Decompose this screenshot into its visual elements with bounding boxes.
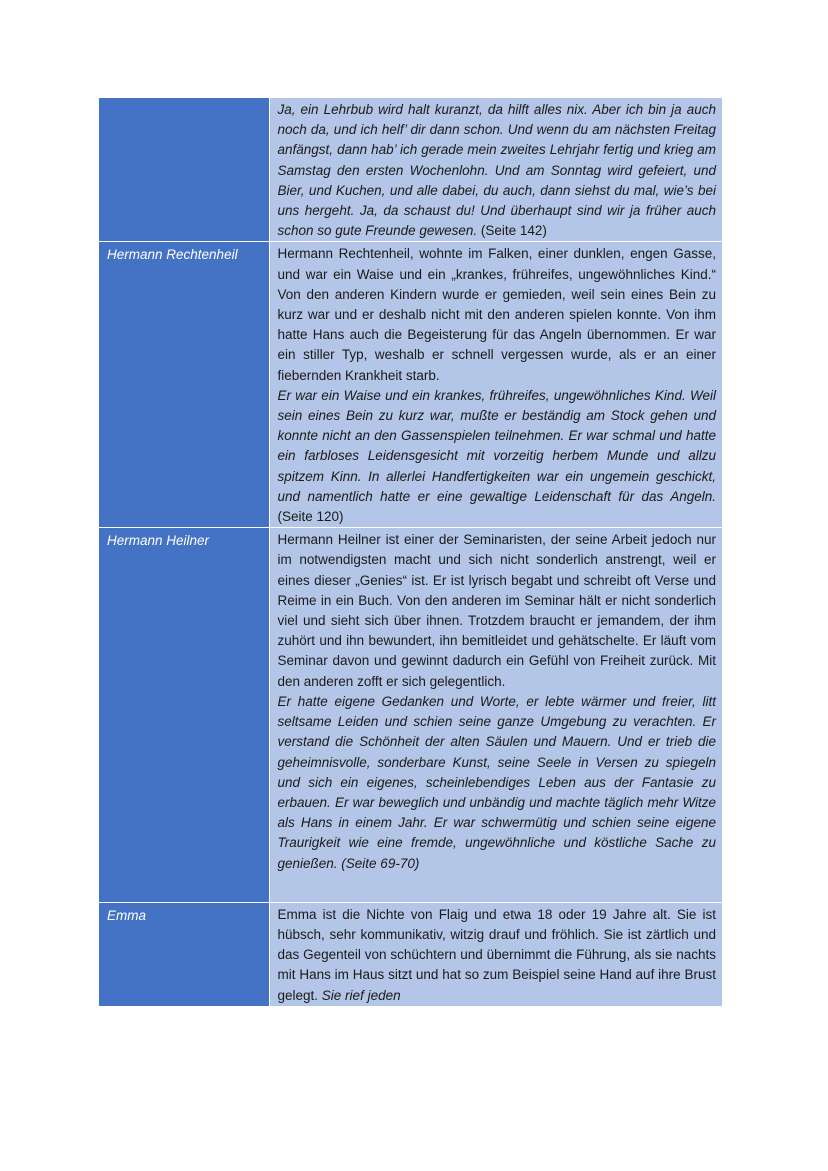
summary-text: Emma ist die Nichte von Flaig und etwa 18 oder 19 Jahre alt. Sie ist hübsch, sehr kommunikativ, witzig drauf und fröhlich. Sie ist zärtlich und das Gegenteil von schüchtern und übernimmt die Führung, als sie nachts mit Hans im Haus sitzt und hat so zum Beispiel seine Hand auf ihre Brust gelegt. [277,906,716,1003]
quote-text: Er hatte eigene Gedanken und Worte, er lebte wärmer und freier, litt seltsame Leiden und schien seine ganze Umgebung zu verachten. Er verstand die Schönheit der alten Säulen und Mauern. Und er trieb die geheimnisvolle, sonderbare Kunst, seine Seele in Versen zu spiegeln und sich ein eigenes, scheinlebendiges Leben aus der Fantasie zu erbauen. Er war beweglich und unbändig und machte täglich mehr Witze als Hans in einem Jahr. Er war schwermütig und schien seine eigene Traurigkeit wie eine fremde, ungewöhnliche und köstliche Sache zu genießen. (Seite 69-70) [277,693,716,871]
description-paragraph [278,692,717,874]
character-name-cell: Emma [99,902,269,1006]
description-paragraph [278,100,717,241]
summary-text: Hermann Heilner ist einer der Seminaristen, der seine Arbeit jedoch nur im notwendigsten macht und sich nicht sonderlich anstrengt, weil er eines dieser „Genies“ ist. Er ist lyrisch begabt und schreibt oft Verse und Reime in ein Buch. Von den anderen im Seminar hält er nicht sonderlich viel und sieht sich über ihnen. Trotzdem braucht er jemandem, der ihm zuhört und ihn bewundert, ihn bemitleidet und gehätschelte. Er läuft vom Seminar davon und gewinnt dadurch ein Gefühl von Freiheit zurück. Mit den anderen zofft er sich gelegentlich. [277,532,716,689]
description-paragraph [278,244,717,385]
quote-text: Ja, ein Lehrbub wird halt kuranzt, da hilft alles nix. Aber ich bin ja auch noch da, und ich helf’ dir dann schon. Und wenn du am nächsten Freitag anfängst, dann hab’ ich gerade mein zweites Lehrjahr fertig und krieg am Samstag den ersten Wochenlohn. Und am Sonntag wird gefeiert, und Bier, und Kuchen, und alle dabei, du auch, dann siehst du mal, wie’s bei uns hergeht. Ja, da schaust du! Und überhaupt sind wir ja früher auch schon so gute Freunde gewesen. [277,102,716,239]
character-description-cell [269,98,722,242]
character-name-cell: Hermann Heilner [99,528,269,902]
cell-spacer [278,874,717,902]
table-row [99,528,722,902]
description-paragraph [278,905,717,1006]
table-row [99,242,722,528]
table-row [99,98,722,242]
page-reference: (Seite 142) [477,223,547,239]
description-paragraph [278,386,717,527]
description-paragraph [278,530,717,692]
page-reference: (Seite 120) [277,509,344,525]
table-row [99,902,722,1006]
character-description-cell [269,528,722,902]
character-table [99,98,722,1007]
quote-text: Sie rief jeden [318,987,401,1003]
character-name-cell [99,98,269,242]
character-description-cell [269,242,722,528]
character-description-cell [269,902,722,1006]
character-name-cell: Hermann Rechtenheil [99,242,269,528]
quote-text: Er war ein Waise und ein krankes, frühreifes, ungewöhnliches Kind. Weil sein eines Bein zu kurz war, mußte er beständig am Stock gehen und konnte nicht an den Gassenspielen teilnehmen. Er war schmal und hatte ein farbloses Leidensgesicht mit vorzeitig herbem Munde und allzu spitzem Kinn. In allerlei Handfertigkeiten war ein ungemein geschickt, und namentlich hatte er eine gewaltige Leidenschaft für das Angeln. [277,387,716,504]
summary-text: Hermann Rechtenheil, wohnte im Falken, einer dunklen, engen Gasse, und war ein Waise und ein „krankes, frühreifes, ungewöhnliches Kind.“ Von den anderen Kindern wurde er gemieden, weil sein eines Bein zu kurz war und er deshalb nicht mit den anderen spielen konnte. Von ihm hatte Hans auch die Begeisterung für das Angeln übernommen. Er war ein stiller Typ, weshalb er schnell vergessen wurde, als er an einer fiebernden Krankheit starb. [277,246,716,383]
